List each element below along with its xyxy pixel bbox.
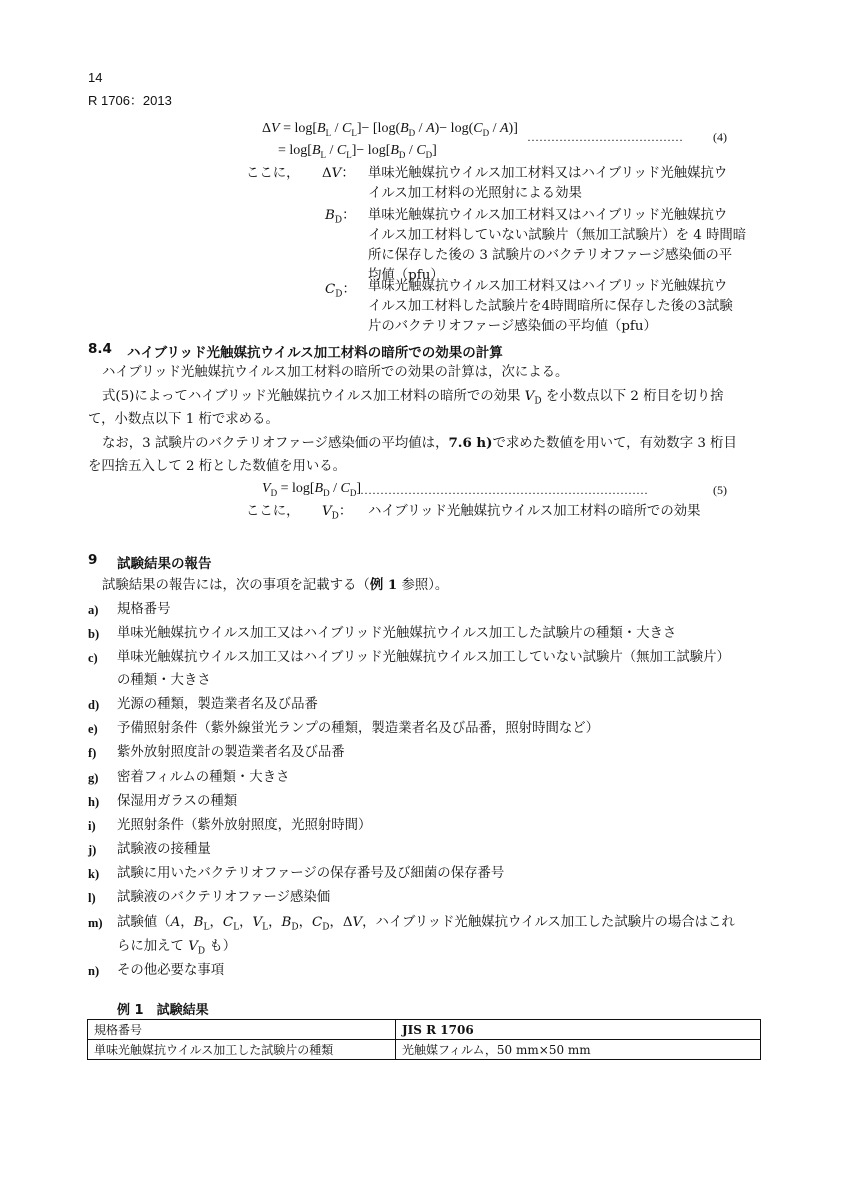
list-item-mark: g) (88, 771, 99, 785)
list-item: 試験に用いたバクテリオファージの保存番号及び細菌の保存番号 (117, 866, 505, 881)
equation-4-line2: = $\log[B_L / C_L]- \log[B_D / C_D]$ (278, 143, 437, 160)
list-item-mark: c) (88, 651, 98, 665)
where-label-5: ここに， (246, 504, 300, 519)
list-item-mark: j) (88, 843, 97, 857)
list-item-cont: の種類・大きさ (117, 673, 211, 688)
symbol-bd: $B_D$： (325, 208, 356, 226)
symbol-cd: $C_D$： (325, 282, 356, 300)
equation-5-number: (5) (713, 483, 727, 497)
section-9-intro: 試験結果の報告には，次の事項を記載する（例 1 参照）。 (102, 577, 449, 593)
equation-4-number: (4) (713, 130, 727, 144)
example-title: 例 1 試験結果 (117, 1003, 209, 1018)
list-item: 試験液のバクテリオファージ感染価 (117, 890, 331, 905)
standard-id: R 1706：2013 (88, 93, 172, 108)
list-item-m-cont: らに加えて $V_D$ も） (117, 939, 237, 957)
where-label: ここに， (246, 166, 300, 181)
symbol-vd: $V_D$： (322, 504, 353, 522)
list-item-mark: a) (88, 603, 99, 617)
list-item-mark: i) (88, 819, 96, 833)
example-result-table (87, 1019, 761, 1060)
equation-4-line1: $\Delta V = \log[B_L / C_L]- [\log(B_D / A)- \log(C_D / A)]$ (262, 121, 518, 138)
list-item: 予備照射条件（紫外線蛍光ランプの種類，製造業者名及び品番，照射時間など） (117, 721, 600, 736)
list-item: 保湿用ガラスの種類 (117, 794, 238, 809)
symbol-delta-v: ΔV： (322, 166, 355, 181)
section-8-4-number: 8.4 (88, 341, 112, 357)
list-item: 試験液の接種量 (117, 842, 211, 857)
list-item: 紫外放射照度計の製造業者名及び品番 (117, 745, 345, 760)
table-cell: 光触媒フィルム，50 mm×50 mm (396, 1040, 761, 1060)
section-8-4-para2-line2: て，小数点以下 1 桁で求める。 (88, 412, 279, 427)
list-item: その他必要な事項 (117, 963, 225, 978)
list-item: 光源の種類，製造業者名及び品番 (117, 697, 318, 712)
section-9-number: 9 (88, 552, 98, 568)
def-bd-4: 均値（pfu） (368, 268, 444, 283)
section-8-4-para3-line1: なお，3 試験片のバクテリオファージ感染価の平均値は，7.6 h)で求めた数値を用いて，有効数字 3 桁目 (102, 435, 737, 451)
section-8-4-para1: ハイブリッド光触媒抗ウイルス加工材料の暗所での効果の計算は，次による。 (102, 365, 569, 380)
def-bd-1: 単味光触媒抗ウイルス加工材料又はハイブリッド光触媒抗ウ (368, 208, 728, 223)
list-item-mark: b) (88, 627, 100, 641)
def-bd-3: 所に保存した後の 3 試験片のバクテリオファージ感染価の平 (368, 248, 733, 263)
section-8-4-para3-line2: を四捨五入して 2 桁とした数値を用いる。 (88, 459, 347, 474)
list-item: 単味光触媒抗ウイルス加工又はハイブリッド光触媒抗ウイルス加工した試験片の種類・大きさ (117, 626, 677, 641)
list-item-mark: l) (88, 891, 96, 905)
section-8-4-title: ハイブリッド光触媒抗ウイルス加工材料の暗所での効果の計算 (127, 345, 503, 361)
list-item: 光照射条件（紫外放射照度，光照射時間） (117, 818, 372, 833)
section-9-title: 試験結果の報告 (117, 556, 212, 572)
equation-4-dots: ………………………………… (527, 130, 683, 144)
list-item: 規格番号 (117, 602, 171, 617)
def-cd-2: イルス加工材料した試験片を4時間暗所に保存した後の3試験 (368, 299, 733, 314)
section-8-4-para2-line1: 式(5)によってハイブリッド光触媒抗ウイルス加工材料の暗所での効果 $V_D$ を小数点以下 2 桁目を切り捨 (102, 389, 724, 407)
list-item: 単味光触媒抗ウイルス加工又はハイブリッド光触媒抗ウイルス加工していない試験片（無加工試験片） (117, 650, 730, 665)
def-bd-2: イルス加工材料していない試験片（無加工試験片）を 4 時間暗 (368, 228, 747, 243)
list-item-mark: d) (88, 698, 100, 712)
def-delta-v-1: 単味光触媒抗ウイルス加工材料又はハイブリッド光触媒抗ウ (368, 166, 728, 181)
list-item: 密着フィルムの種類・大きさ (117, 770, 290, 785)
table-cell: 規格番号 (88, 1020, 396, 1040)
def-cd-1: 単味光触媒抗ウイルス加工材料又はハイブリッド光触媒抗ウ (368, 279, 728, 294)
def-vd: ハイブリッド光触媒抗ウイルス加工材料の暗所での効果 (368, 504, 701, 519)
def-delta-v-2: イルス加工材料の光照射による効果 (368, 186, 582, 201)
table-row (88, 1040, 761, 1060)
list-item-mark: e) (88, 722, 98, 736)
table-cell: JIS R 1706 (396, 1020, 761, 1040)
list-item-m: 試験値（A，$B_L$，$C_L$，$V_L$，$B_D$，$C_D$，ΔV，ハイブリッド光触媒抗ウイルス加工した試験片の場合はこれ (117, 915, 735, 933)
list-item-mark: m) (88, 916, 103, 930)
list-item-mark: f) (88, 746, 97, 760)
def-cd-3: 片のバクテリオファージ感染価の平均値（pfu） (368, 319, 657, 334)
list-item-mark: n) (88, 964, 100, 978)
table-cell: 単味光触媒抗ウイルス加工した試験片の種類 (88, 1040, 396, 1060)
list-item-mark: h) (88, 795, 100, 809)
equation-5: $V_D = \log[B_D / C_D]$ (262, 481, 361, 498)
page-number: 14 (88, 70, 103, 85)
equation-5-dots: ……………………………………………………………… (360, 483, 648, 497)
table-row (88, 1020, 761, 1040)
list-item-mark: k) (88, 867, 100, 881)
